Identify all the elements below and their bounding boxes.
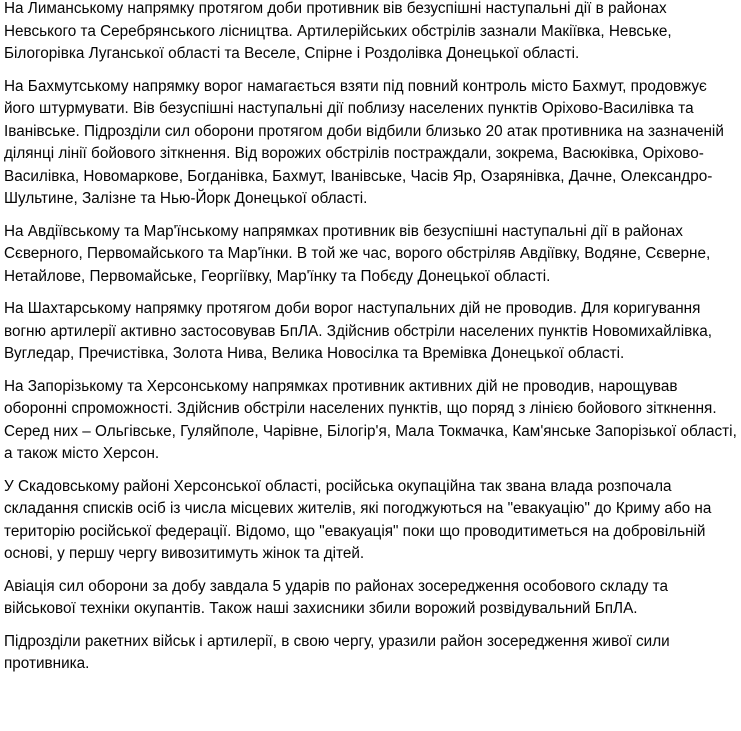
paragraph-artillery: Підрозділи ракетних військ і артилерії, в свою чергу, уразили район зосередження живої сили противника. bbox=[4, 632, 670, 672]
paragraph-zaporizhzhia-kherson: На Запорізькому та Херсонському напрямках противник активних дій не проводив, нарощував оборонні спроможності. Здійснив обстріли населених пунктів, що поряд з лінією бойового зіткнення. Серед них – Ольгівське, Гуляйполе, Чарівне, Білогір'я, Мала Токмачка, Кам'янське Запорізької області, а також місто Херсон. bbox=[4, 377, 737, 462]
paragraph-lyman: На Лиманському напрямку протягом доби противник вів безуспішні наступальні дії в районах Невського та Серебрянського лісництва. Артилерійських обстрілів зазнали Макіївка, Невське, Білогорівка Луганської області та Веселе, Спірне і Роздолівка Донецької області. bbox=[4, 0, 672, 62]
paragraph-skadovsk: У Скадовському районі Херсонської області, російська окупаційна так звана влада розпочала складання списків осіб із числа місцевих жителів, які погоджуються на "евакуацію" до Криму або на територію російської федерації. Відомо, що "евакуація" поки що проводитиметься на добровільній основі, у першу чергу вивозитимуть жінок та дітей. bbox=[4, 477, 712, 562]
paragraph-avdiivka: На Авдіївському та Мар'їнському напрямках противник вів безуспішні наступальні дії в районах Сєверного, Первомайського та Мар'їнки. В той же час, ворого обстріляв Авдіївку, Водяне, Сєверне, Нетайлове, Первомайське, Георгіївку, Мар'їнку та Побєду Донецької області. bbox=[4, 222, 711, 285]
paragraph-bakhmut: На Бахмутському напрямку ворог намагається взяти під повний контроль місто Бахмут, продовжує його штурмувати. Вів безуспішні наступальні дії поблизу населених пунктів Оріхово-Василівка та Іванівське. Підрозділи сил оборони протягом доби відбили близько 20 атак противника на зазначеній ділянці лінії бойового зіткнення. Від ворожих обстрілів постраждали, зокрема, Васюківка, Оріхово-Василівка, Новомаркове, Богданівка, Бахмут, Іванівське, Часів Яр, Озарянівка, Дачне, Олександро-Шультине, Залізне та Нью-Йорк Донецької області. bbox=[4, 77, 724, 207]
paragraph-aviation: Авіація сил оборони за добу завдала 5 ударів по районах зосередження особового складу та військової техніки окупантів. Також наші захисники збили ворожий розвідувальний БпЛА. bbox=[4, 577, 668, 617]
paragraph-shakhtarsk: На Шахтарському напрямку протягом доби ворог наступальних дій не проводив. Для коригування вогню артилерії активно застосовував БпЛА. Здійснив обстріли населених пунктів Новомихайлівка, Вугледар, Пречистівка, Золота Нива, Велика Новосілка та Времівка Донецької області. bbox=[4, 300, 713, 362]
